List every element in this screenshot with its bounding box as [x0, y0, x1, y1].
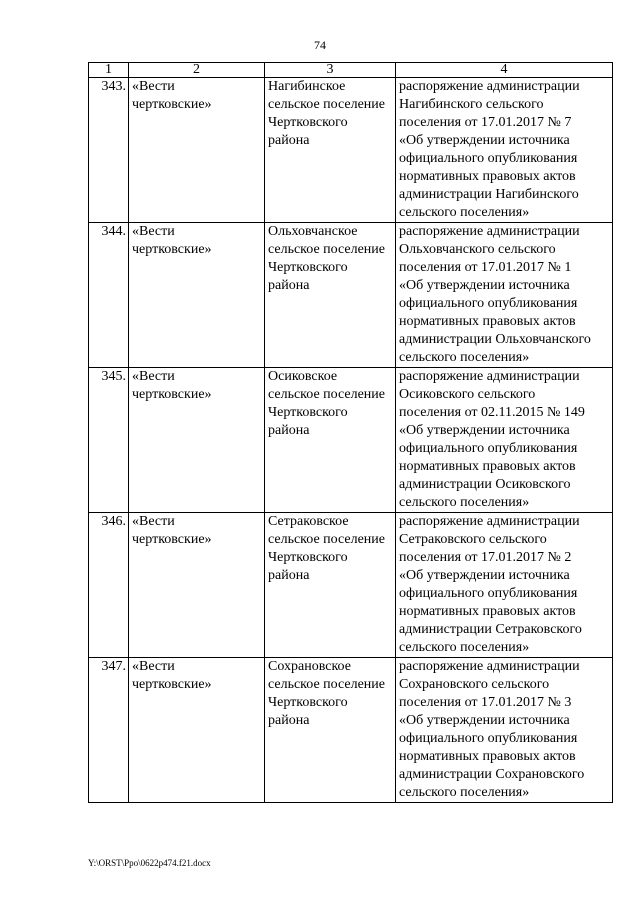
row-number-cell: 345. — [89, 368, 129, 513]
column-header: 2 — [129, 63, 265, 78]
cell-text-line: чертковские» — [132, 532, 212, 547]
cell-text-line: чертковские» — [132, 97, 212, 112]
cell-text-line: Сохрановского сельского — [399, 677, 550, 692]
cell-text-line: сельское поселение — [268, 677, 385, 692]
entity-cell — [265, 658, 396, 803]
cell-text-line: Чертковского — [268, 115, 348, 130]
file-path-footer: Y:\ORST\Ppo\0622p474.f21.docx — [88, 858, 211, 868]
cell-text-line: «Вести — [132, 79, 175, 94]
cell-text-line: «Вести — [132, 514, 175, 529]
cell-text-line: нормативных правовых актов — [399, 749, 576, 764]
column-header: 1 — [89, 63, 129, 78]
cell-text-line: Чертковского — [268, 260, 348, 275]
cell-text-line: сельское поселение — [268, 97, 385, 112]
cell-text-line: распоряжение администрации — [399, 659, 580, 674]
cell-text-line: распоряжение администрации — [399, 514, 580, 529]
cell-text-line: официального опубликования — [399, 296, 578, 311]
column-header: 4 — [396, 63, 613, 78]
cell-text-line: Осиковского сельского — [399, 387, 536, 402]
cell-text-line: Сетраковского сельского — [399, 532, 547, 547]
entity-cell — [265, 368, 396, 513]
cell-text-line: Чертковского — [268, 695, 348, 710]
cell-text-line: официального опубликования — [399, 441, 578, 456]
table-row — [89, 78, 613, 223]
cell-text-line: официального опубликования — [399, 151, 578, 166]
row-number-cell: 346. — [89, 513, 129, 658]
publication-cell — [129, 658, 265, 803]
cell-text-line: «Вести — [132, 659, 175, 674]
cell-text-line: «Об утверждении источника — [399, 713, 570, 728]
registry-table — [88, 62, 613, 803]
table-header-row — [89, 63, 613, 78]
publication-cell — [129, 223, 265, 368]
table-row — [89, 658, 613, 803]
row-number-cell: 343. — [89, 78, 129, 223]
cell-text-line: официального опубликования — [399, 731, 578, 746]
cell-text-line: сельское поселение — [268, 532, 385, 547]
cell-text-line: сельского поселения» — [399, 495, 530, 510]
cell-text-line: «Об утверждении источника — [399, 133, 570, 148]
publication-cell — [129, 78, 265, 223]
cell-text-line: района — [268, 713, 310, 728]
cell-text-line: распоряжение администрации — [399, 79, 580, 94]
cell-text-line: района — [268, 278, 310, 293]
page-number: 74 — [314, 38, 326, 52]
document-cell — [396, 368, 613, 513]
entity-cell — [265, 78, 396, 223]
cell-text-line: района — [268, 133, 310, 148]
cell-text-line: Чертковского — [268, 550, 348, 565]
cell-text-line: администрации Ольховчанского — [399, 332, 591, 347]
cell-text-line: поселения от 17.01.2017 № 3 — [399, 695, 572, 710]
cell-text-line: администрации Нагибинского — [399, 187, 579, 202]
table-row — [89, 223, 613, 368]
cell-text-line: поселения от 02.11.2015 № 149 — [399, 405, 585, 420]
cell-text-line: Сетраковское — [268, 514, 349, 529]
cell-text-line: поселения от 17.01.2017 № 2 — [399, 550, 572, 565]
entity-cell — [265, 513, 396, 658]
cell-text-line: Осиковское — [268, 369, 338, 384]
cell-text-line: нормативных правовых актов — [399, 314, 576, 329]
row-number-cell: 344. — [89, 223, 129, 368]
cell-text-line: официального опубликования — [399, 586, 578, 601]
cell-text-line: «Об утверждении источника — [399, 568, 570, 583]
table-body — [89, 78, 613, 803]
cell-text-line: Сохрановское — [268, 659, 351, 674]
table-row — [89, 368, 613, 513]
row-number-cell: 347. — [89, 658, 129, 803]
document-cell — [396, 513, 613, 658]
document-cell — [396, 658, 613, 803]
document-cell — [396, 78, 613, 223]
cell-text-line: сельского поселения» — [399, 785, 530, 800]
cell-text-line: чертковские» — [132, 677, 212, 692]
cell-text-line: нормативных правовых актов — [399, 459, 576, 474]
cell-text-line: администрации Осиковского — [399, 477, 571, 492]
cell-text-line: администрации Сетраковского — [399, 622, 582, 637]
cell-text-line: Нагибинское — [268, 79, 346, 94]
publication-cell — [129, 513, 265, 658]
table-row — [89, 513, 613, 658]
cell-text-line: нормативных правовых актов — [399, 169, 576, 184]
cell-text-line: Ольховчанского сельского — [399, 242, 556, 257]
cell-text-line: сельское поселение — [268, 242, 385, 257]
cell-text-line: «Вести — [132, 224, 175, 239]
cell-text-line: распоряжение администрации — [399, 369, 580, 384]
cell-text-line: сельского поселения» — [399, 205, 530, 220]
cell-text-line: распоряжение администрации — [399, 224, 580, 239]
cell-text-line: Чертковского — [268, 405, 348, 420]
cell-text-line: чертковские» — [132, 387, 212, 402]
cell-text-line: чертковские» — [132, 242, 212, 257]
cell-text-line: «Об утверждении источника — [399, 278, 570, 293]
cell-text-line: нормативных правовых актов — [399, 604, 576, 619]
cell-text-line: сельского поселения» — [399, 640, 530, 655]
cell-text-line: района — [268, 423, 310, 438]
cell-text-line: поселения от 17.01.2017 № 1 — [399, 260, 572, 275]
cell-text-line: Ольховчанское — [268, 224, 358, 239]
cell-text-line: района — [268, 568, 310, 583]
document-cell — [396, 223, 613, 368]
column-header: 3 — [265, 63, 396, 78]
cell-text-line: Нагибинского сельского — [399, 97, 544, 112]
cell-text-line: сельского поселения» — [399, 350, 530, 365]
cell-text-line: поселения от 17.01.2017 № 7 — [399, 115, 572, 130]
cell-text-line: «Вести — [132, 369, 175, 384]
cell-text-line: «Об утверждении источника — [399, 423, 570, 438]
cell-text-line: администрации Сохрановского — [399, 767, 585, 782]
publication-cell — [129, 368, 265, 513]
entity-cell — [265, 223, 396, 368]
cell-text-line: сельское поселение — [268, 387, 385, 402]
